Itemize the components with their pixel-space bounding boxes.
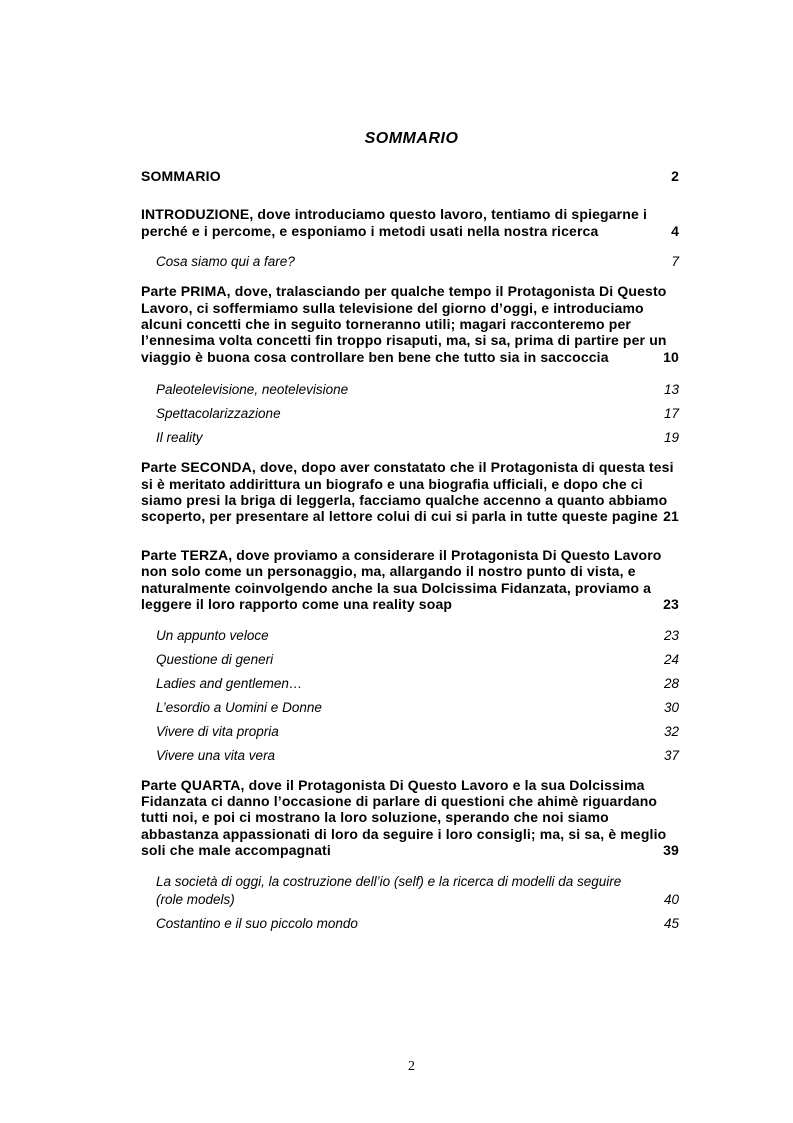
- toc-entry-page: 4: [671, 222, 679, 239]
- toc-subentry[interactable]: [141, 873, 681, 915]
- toc-subentry[interactable]: [141, 699, 681, 723]
- toc-entry-page: 2: [671, 168, 679, 184]
- toc-entry-sommario[interactable]: [141, 168, 681, 184]
- toc-subentry-text: Il reality: [156, 430, 203, 446]
- toc-title: SOMMARIO: [364, 130, 459, 147]
- toc-entry-text: Parte PRIMA, dove, tralasciando per qualche tempo il Protagonista Di Questo Lavoro, ci soffermiamo sulla televisione del giorno d’oggi, e introduciamo alcuni concetti che in seguito torneranno utili; magari racconteremo per l’ennesima volta concetti fin troppo risaputi, ma, si sa, prima di partire per un viaggio è buona cosa controllare ben bene che tutto sia in saccoccia: [141, 283, 667, 365]
- toc-subentry-text: La società di oggi, la costruzione dell’io (self) e la ricerca di modelli da seguire (role models): [156, 873, 622, 907]
- toc-entry-text: Parte QUARTA, dove il Protagonista Di Questo Lavoro e la sua Dolcissima Fidanzata ci danno l’occasione di parlare di questioni che ahimè riguardano tutti noi, e poi ci mostrano la loro soluzione, sperando che noi siamo abbastanza appassionati di loro da seguire i loro consigli; ma, si sa, è meglio soli che male accompagnati: [141, 776, 667, 859]
- toc-subentry-page: 24: [663, 651, 679, 667]
- toc-subentry-text: Ladies and gentlemen…: [156, 675, 303, 691]
- toc-entry-text: INTRODUZIONE, dove introduciamo questo lavoro, tentiamo di spiegarne i perché e i percome, e esponiamo i metodi usati nella nostra ricerca: [141, 206, 648, 239]
- toc-subentry-page: 23: [663, 627, 679, 643]
- toc-entry-parte-quarta[interactable]: [141, 777, 681, 859]
- toc-subentry-page: 28: [663, 675, 679, 691]
- toc-subentry[interactable]: [141, 723, 681, 747]
- toc-subentry-text: Vivere di vita propria: [156, 723, 279, 739]
- toc-subentry[interactable]: [141, 627, 681, 651]
- toc-subentry-text: L’esordio a Uomini e Donne: [156, 699, 322, 715]
- toc-subentry[interactable]: [141, 405, 681, 429]
- toc-subentry-text: Paleotelevisione, neotelevisione: [156, 382, 349, 398]
- toc-subentry-text: Costantino e il suo piccolo mondo: [156, 915, 358, 931]
- toc-entry-parte-terza[interactable]: [141, 547, 681, 613]
- toc-subentry[interactable]: [141, 915, 681, 939]
- toc-subentry-text: Spettacolarizzazione: [156, 406, 281, 422]
- toc-subentry[interactable]: [141, 381, 681, 405]
- page-number: 2: [408, 1059, 415, 1074]
- toc-subentry-text: Un appunto veloce: [156, 627, 269, 643]
- toc-subentry-page: 7: [671, 254, 679, 270]
- toc-subentry-page: 13: [663, 382, 679, 398]
- toc-subentry-page: 19: [663, 430, 679, 446]
- toc-subentry-page: 40: [663, 891, 679, 907]
- toc-subentry[interactable]: [141, 429, 681, 453]
- toc-entry-text: Parte TERZA, dove proviamo a considerare il Protagonista Di Questo Lavoro non solo come un personaggio, ma, allargando il nostro punto di vista, e naturalmente coinvolgendo anche la sua Dolcissima Fidanzata, proviamo a leggere il loro rapporto come una reality soap: [141, 546, 662, 613]
- toc-entry-text: Parte SECONDA, dove, dopo aver constatato che il Protagonista di questa tesi si è meritato addirittura un biografo e una biografia ufficiali, e dopo che ci siamo presi la briga di leggerla, facciamo qualche accenno a quanto abbiamo scoperto, per presentare al lettore colui di cui si parla in tutte queste pagine: [141, 459, 674, 525]
- toc-entry-parte-prima[interactable]: [141, 283, 681, 365]
- toc-subentry-page: 32: [663, 723, 679, 739]
- toc-entry-page: 39: [663, 842, 679, 859]
- toc-subentry[interactable]: [141, 675, 681, 699]
- toc-subentry[interactable]: [141, 747, 681, 771]
- toc-subentry-page: 37: [663, 747, 679, 763]
- toc-entry-page: 10: [663, 348, 679, 365]
- toc-entry-parte-seconda[interactable]: [141, 459, 681, 525]
- toc-subentry[interactable]: [141, 651, 681, 675]
- toc-subentry-page: 17: [663, 406, 679, 422]
- toc-entry-page: 23: [663, 596, 679, 613]
- toc-subentry-text: Cosa siamo qui a fare?: [156, 254, 295, 270]
- toc-entry-introduzione[interactable]: [141, 206, 681, 239]
- toc-entry-page: 21: [663, 508, 679, 525]
- toc-subentry-page: 30: [663, 699, 679, 715]
- table-of-contents: [141, 168, 681, 939]
- toc-subentry[interactable]: [141, 253, 681, 277]
- toc-subentry-text: Vivere una vita vera: [156, 747, 276, 763]
- toc-subentry-text: Questione di generi: [156, 651, 274, 667]
- toc-entry-text: SOMMARIO: [141, 168, 221, 184]
- toc-subentry-page: 45: [663, 915, 679, 931]
